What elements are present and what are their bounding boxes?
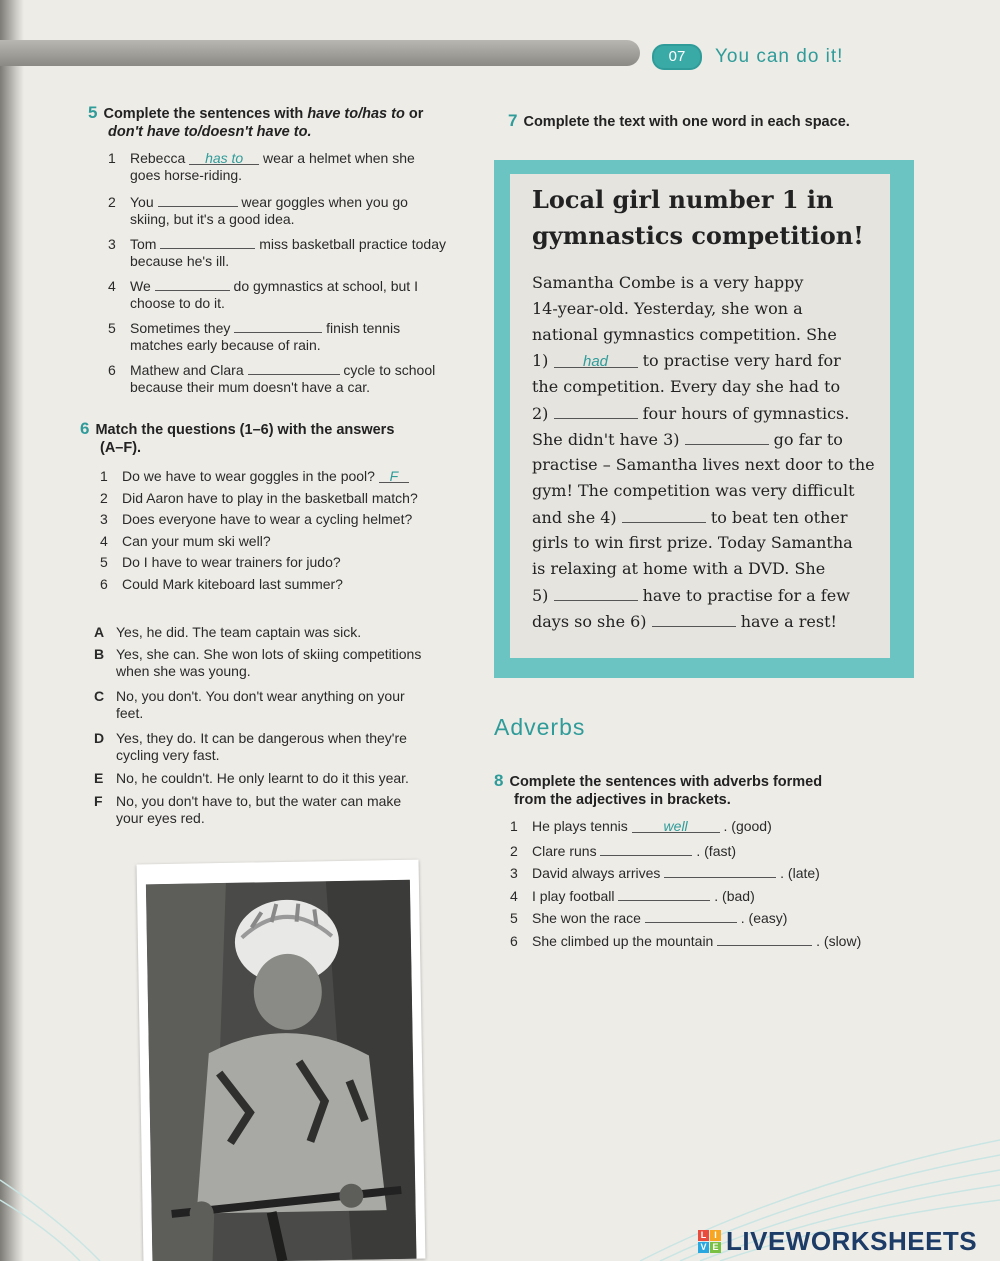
article-line: 2) four hours of gymnastics.: [532, 404, 850, 423]
ex8-item: 3 David always arrives . (late): [510, 865, 820, 881]
article-line: and she 4) to beat ten other: [532, 508, 848, 527]
ex8-item: 5 She won the race . (easy): [510, 910, 788, 926]
article-box: [494, 160, 914, 678]
ex7-gap-input[interactable]: had: [554, 351, 638, 368]
ex5-item: 3 Tom miss basketball practice today because he's ill.: [108, 236, 446, 269]
ex8-answer-input[interactable]: [645, 908, 737, 923]
ex6-question: 4 Can your mum ski well?: [100, 532, 271, 549]
ex5-answer-input[interactable]: [158, 192, 238, 207]
article-line: is relaxing at home with a DVD. She: [532, 559, 826, 578]
ex6-question: 3 Does everyone have to wear a cycling helmet?: [100, 511, 413, 527]
ex7-gap-input[interactable]: [652, 610, 736, 627]
ex8-item: 2 Clare runs . (fast): [510, 842, 737, 859]
ex5-answer-input[interactable]: [155, 276, 230, 291]
ex5-number: 5: [88, 103, 98, 122]
ex6-question: 6 Could Mark kiteboard last summer?: [100, 575, 343, 592]
ex8-answer-input[interactable]: [664, 863, 776, 878]
ex6-instruction: 6 Match the questions (1–6) with the answers (A–F).: [80, 419, 395, 456]
ex8-instruction: 8 Complete the sentences with adverbs formed from the adjectives in brackets.: [494, 771, 823, 808]
ex8-answer-input[interactable]: [600, 841, 692, 856]
ex6-answer-option: F No, you don't have to, but the water can make your eyes red.: [94, 793, 402, 826]
ex6-answer-option: B Yes, she can. She won lots of skiing competitions when she was young.: [94, 646, 422, 679]
ex8-answer-input[interactable]: well: [632, 818, 720, 833]
logo-grid-icon: L I V E: [698, 1230, 722, 1254]
binding-shadow: [0, 0, 24, 1261]
ex8-item: 1 He plays tennis well . (good): [510, 818, 772, 834]
ex6-answer-option: D Yes, they do. It can be dangerous when they're cycling very fast.: [94, 730, 407, 763]
ex5-item: 5 Sometimes they finish tennis matches early because of rain.: [108, 320, 401, 353]
ex8-item: 6 She climbed up the mountain . (slow): [510, 932, 862, 949]
ex5-item: 4 We do gymnastics at school, but I choose to do it.: [108, 278, 418, 311]
article-line: the competition. Every day she had to: [532, 377, 841, 396]
article-line: days so she 6) have a rest!: [532, 612, 837, 631]
header-bar: [0, 40, 640, 66]
ex6-question: 1 Do we have to wear goggles in the pool? F: [100, 468, 480, 485]
ex5-item: 1 Rebecca has to wear a helmet when she goes horse-riding.: [108, 150, 415, 183]
ex8-answer-input[interactable]: [717, 931, 812, 946]
ex8-answer-input[interactable]: [618, 886, 710, 901]
article-line: national gymnastics competition. She: [532, 325, 837, 344]
article-line: 5) have to practise for a few: [532, 586, 850, 605]
article-line: practise – Samantha lives next door to the: [532, 455, 875, 474]
ex7-gap-input[interactable]: [554, 584, 638, 601]
ex6-answer-option: E No, he couldn't. He only learnt to do it this year.: [94, 770, 409, 786]
article-line: girls to win first prize. Today Samantha: [532, 533, 853, 552]
article-line: gym! The competition was very difficult: [532, 481, 855, 500]
ex7-gap-input[interactable]: [622, 506, 706, 523]
ex7-gap-input[interactable]: [554, 402, 638, 419]
ex8-item: 4 I play football . (bad): [510, 887, 755, 904]
ex7-number: 7: [508, 111, 518, 130]
ex5-item: 2 You wear goggles when you go skiing, but it's a good idea.: [108, 194, 408, 227]
unit-number-badge: 07: [652, 44, 702, 70]
ex6-number: 6: [80, 419, 90, 438]
article-title: Local girl number 1 in gymnastics competition!: [532, 185, 864, 250]
ex5-answer-input[interactable]: [234, 318, 322, 333]
ex7-instruction: 7 Complete the text with one word in each space.: [508, 111, 850, 130]
article-line: Samantha Combe is a very happy: [532, 273, 804, 292]
unit-title: You can do it!: [715, 46, 844, 67]
ex6-answer-option: A Yes, he did. The team captain was sick.: [94, 624, 362, 640]
ex6-question: 2 Did Aaron have to play in the basketball match?: [100, 489, 418, 506]
logo-text: LIVEWORKSHEETS: [726, 1226, 978, 1256]
article-line: 14-year-old. Yesterday, she won a: [532, 299, 803, 318]
article-line: 1) had to practise very hard for: [532, 351, 841, 370]
ex5-answer-input[interactable]: has to: [189, 150, 259, 165]
ex6-question: 5 Do I have to wear trainers for judo?: [100, 554, 341, 570]
ex5-item: 6 Mathew and Clara cycle to school because their mum doesn't have a car.: [108, 362, 436, 395]
ex8-number: 8: [494, 771, 504, 790]
ex5-answer-input[interactable]: [160, 234, 255, 249]
ex5-answer-input[interactable]: [248, 360, 340, 375]
ex6-answer-option: C No, you don't. You don't wear anything on your feet.: [94, 688, 405, 721]
article-line: She didn't have 3) go far to: [532, 430, 843, 449]
ex6-answer-input[interactable]: F: [379, 468, 409, 483]
adverbs-heading: Adverbs: [494, 714, 586, 740]
ex5-instruction: 5 Complete the sentences with have to/has to or don't have to/doesn't have to.: [88, 103, 424, 140]
ex7-gap-input[interactable]: [685, 428, 769, 445]
